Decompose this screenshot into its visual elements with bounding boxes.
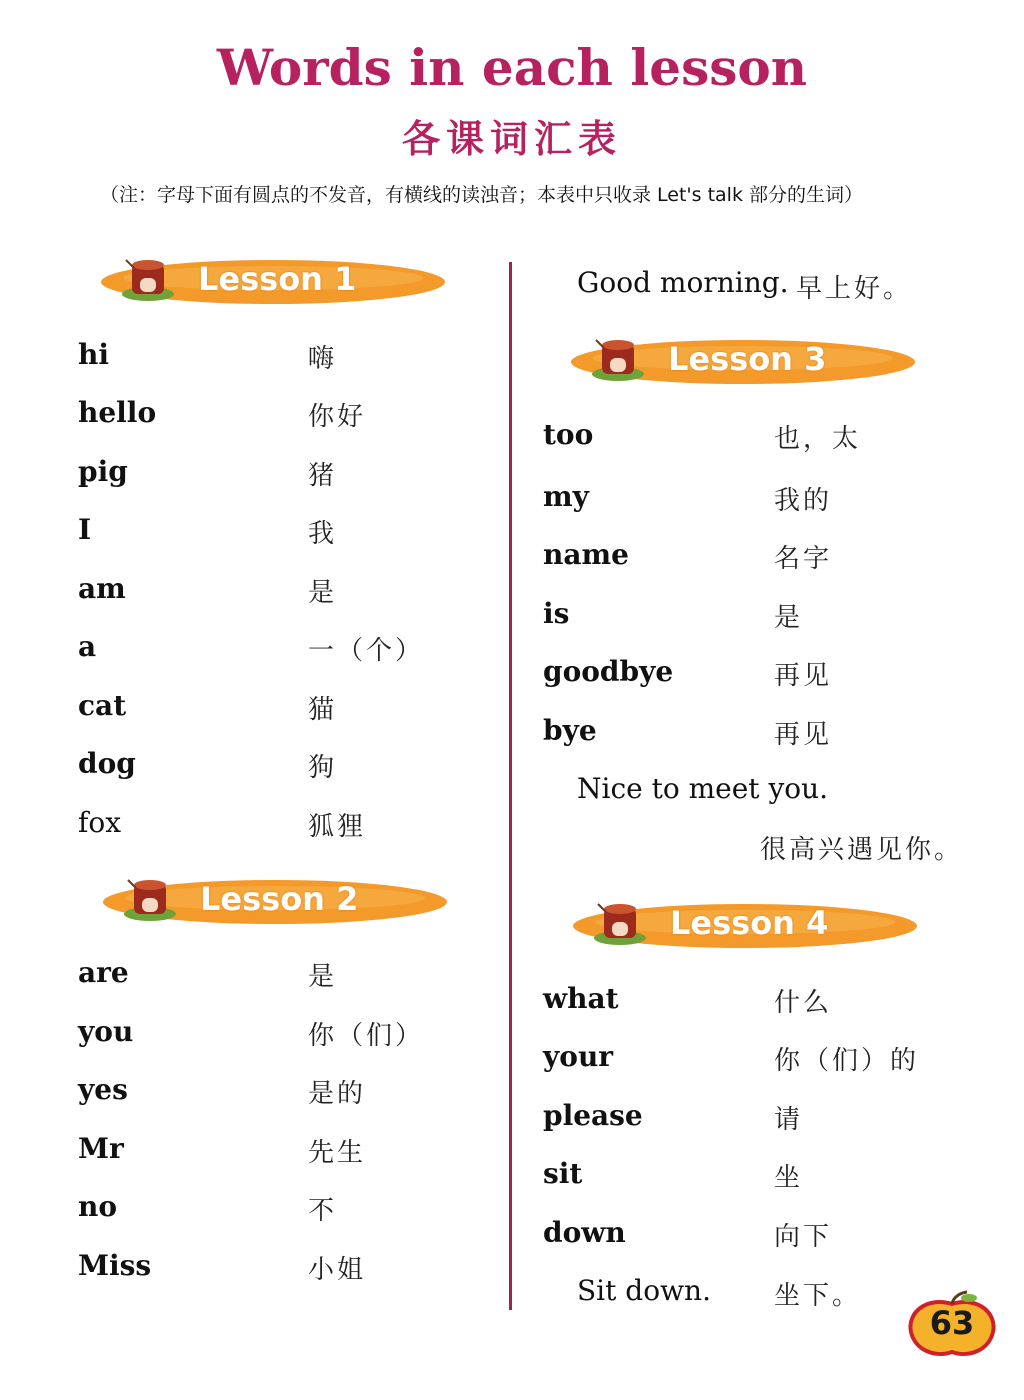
word-zh: 是 bbox=[308, 578, 338, 608]
word-zh: 再见 bbox=[774, 720, 833, 750]
word-zh: 不 bbox=[308, 1196, 338, 1226]
tree-stump-icon bbox=[120, 874, 180, 924]
word-en: dog bbox=[78, 747, 136, 780]
word-en: bye bbox=[543, 714, 597, 747]
word-zh: 猫 bbox=[308, 695, 338, 725]
word-en: hello bbox=[78, 396, 157, 429]
word-zh: 你（们）的 bbox=[774, 1046, 920, 1076]
lesson-3-label: Lesson 3 bbox=[668, 340, 827, 378]
word-zh: 坐 bbox=[774, 1163, 804, 1193]
word-zh: 我 bbox=[308, 519, 338, 549]
phrase-en: Sit down. bbox=[577, 1274, 711, 1307]
lesson-1-label: Lesson 1 bbox=[198, 260, 357, 298]
word-en: goodbye bbox=[543, 655, 674, 688]
word-en: no bbox=[78, 1190, 118, 1223]
word-en: am bbox=[78, 572, 126, 605]
phrase-zh: 早上好。 bbox=[796, 274, 913, 304]
word-en: a bbox=[78, 630, 97, 663]
column-divider bbox=[509, 262, 512, 1310]
word-en: my bbox=[543, 480, 589, 513]
word-en: too bbox=[543, 418, 594, 451]
word-en: please bbox=[543, 1099, 643, 1132]
phrase-en: Good morning. bbox=[577, 266, 789, 299]
word-en: I bbox=[78, 513, 92, 546]
word-en: Mr bbox=[78, 1132, 124, 1165]
word-zh: 嗨 bbox=[308, 344, 338, 374]
word-zh: 我的 bbox=[774, 486, 833, 516]
word-en: name bbox=[543, 538, 629, 571]
word-zh: 狐狸 bbox=[308, 812, 367, 842]
page-number-text: 63 bbox=[929, 1304, 975, 1342]
word-zh: 也，太 bbox=[774, 424, 862, 454]
word-zh: 猪 bbox=[308, 461, 338, 491]
word-zh: 是的 bbox=[308, 1079, 367, 1109]
word-zh: 什么 bbox=[774, 988, 833, 1018]
word-zh: 你好 bbox=[308, 402, 367, 432]
lesson-2-label: Lesson 2 bbox=[200, 880, 359, 918]
word-zh: 是 bbox=[774, 603, 804, 633]
page-note: （注：字母下面有圆点的不发音，有横线的读浊音；本表中只收录 Let's talk 部分的生词） bbox=[100, 184, 864, 206]
lesson-1-banner bbox=[98, 256, 448, 306]
word-en: hi bbox=[78, 338, 109, 371]
word-en: your bbox=[543, 1040, 614, 1073]
lesson-2-banner bbox=[100, 876, 450, 926]
word-en: yes bbox=[78, 1073, 128, 1106]
tree-stump-icon bbox=[590, 898, 650, 948]
phrase-en: Nice to meet you. bbox=[577, 772, 829, 805]
word-en: are bbox=[78, 956, 129, 989]
word-en: sit bbox=[543, 1157, 583, 1190]
word-zh: 是 bbox=[308, 962, 338, 992]
tree-stump-icon bbox=[588, 334, 648, 384]
phrase-zh: 很高兴遇见你。 bbox=[760, 835, 964, 865]
word-zh: 一（个） bbox=[308, 636, 425, 666]
page-number bbox=[905, 1290, 999, 1360]
lesson-4-banner bbox=[570, 900, 920, 950]
word-zh: 向下 bbox=[774, 1222, 833, 1252]
word-zh: 名字 bbox=[774, 544, 833, 574]
word-en: fox bbox=[78, 806, 122, 839]
word-zh: 再见 bbox=[774, 661, 833, 691]
word-zh: 狗 bbox=[308, 753, 338, 783]
word-en: cat bbox=[78, 689, 127, 722]
phrase-zh: 坐下。 bbox=[774, 1281, 862, 1311]
word-en: down bbox=[543, 1216, 626, 1249]
word-zh: 先生 bbox=[308, 1138, 367, 1168]
word-zh: 小姐 bbox=[308, 1255, 367, 1285]
lesson-4-label: Lesson 4 bbox=[670, 904, 829, 942]
page-title: Words in each lesson bbox=[216, 38, 808, 97]
lesson-3-banner bbox=[568, 336, 918, 386]
page-subtitle: 各课词汇表 bbox=[401, 116, 622, 161]
word-en: Miss bbox=[78, 1249, 152, 1282]
word-en: pig bbox=[78, 455, 128, 488]
word-en: you bbox=[78, 1015, 134, 1048]
word-zh: 你（们） bbox=[308, 1021, 425, 1051]
word-en: what bbox=[543, 982, 619, 1015]
word-zh: 请 bbox=[774, 1105, 804, 1135]
word-en: is bbox=[543, 597, 570, 630]
tree-stump-icon bbox=[118, 254, 178, 304]
